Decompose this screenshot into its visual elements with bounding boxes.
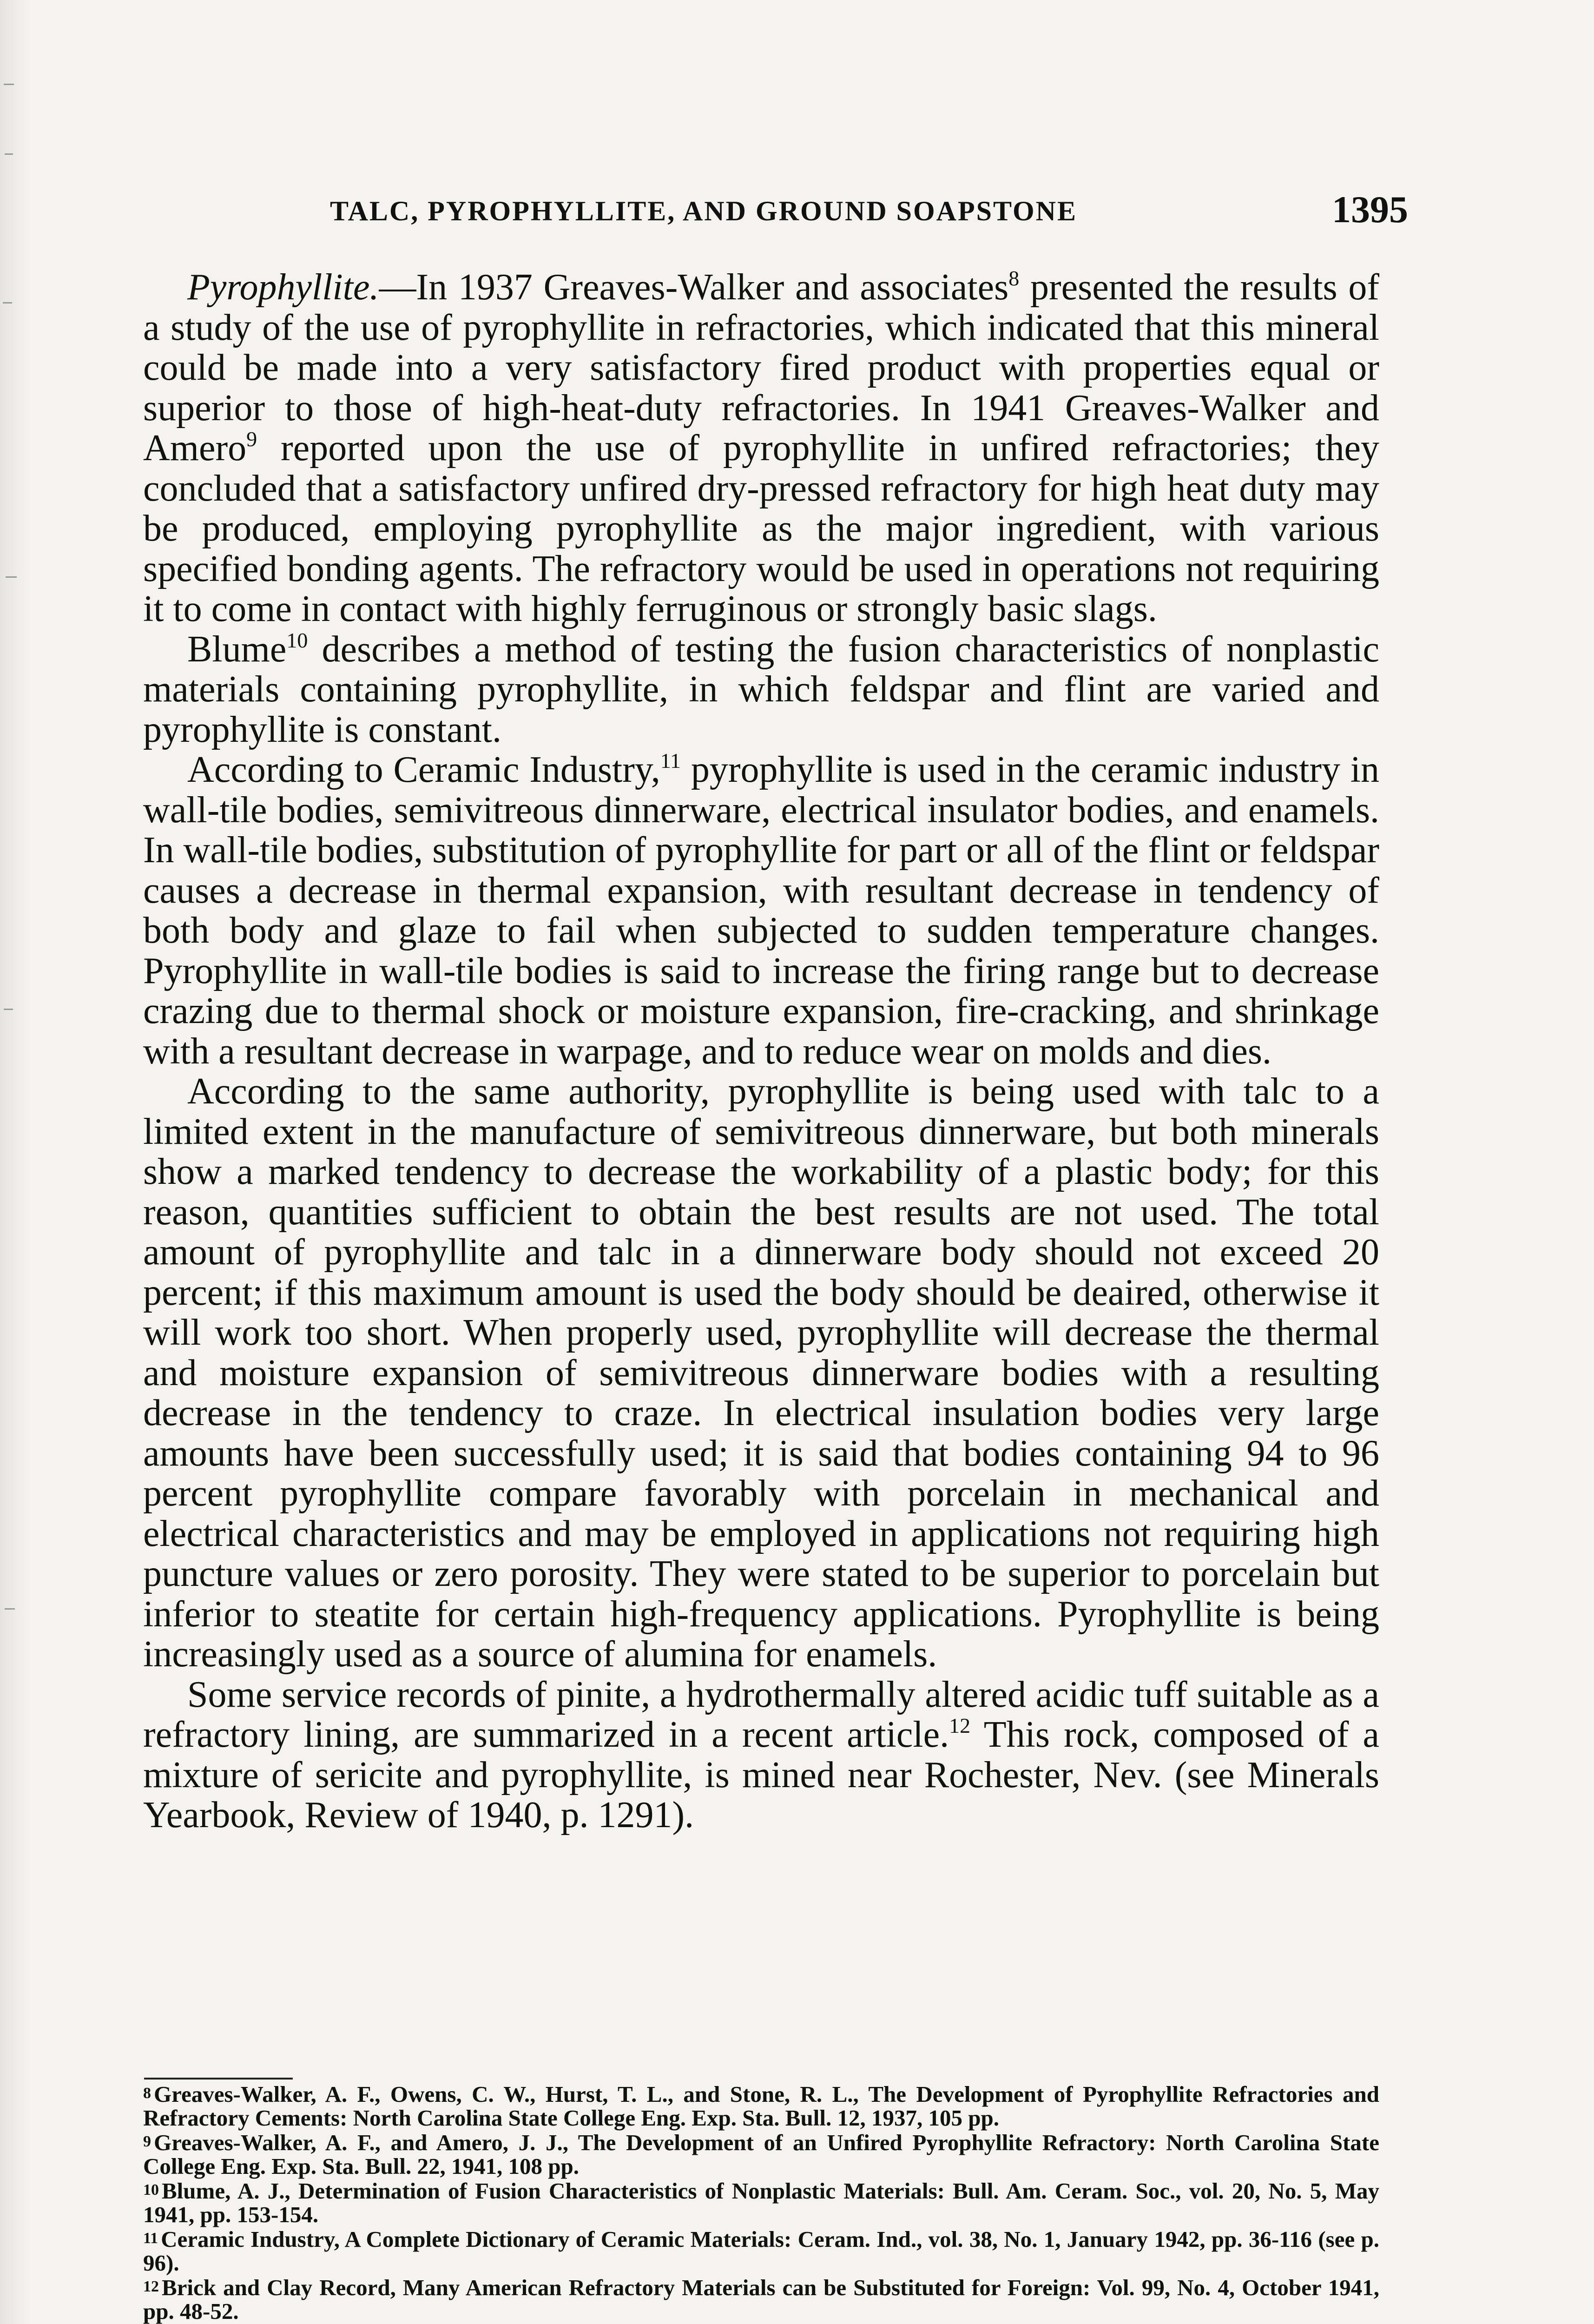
text-segment: This rock, composed of a mixture of sericite and pyrophyllite, is mined near Rochester, Nev. (see Minerals Yearbook, Review of 1940, p. 1291). xyxy=(143,1714,1380,1835)
footnote xyxy=(143,2081,1379,2130)
footnote xyxy=(143,2226,1379,2275)
page-header xyxy=(186,188,1408,232)
footnotes xyxy=(143,2081,1379,2323)
scan-mark xyxy=(6,576,17,578)
footnote-reference[interactable]: 10 xyxy=(286,628,308,652)
running-title: TALC, PYROPHYLLITE, AND GROUND SOAPSTONE xyxy=(330,196,1077,226)
binding-edge-shadow xyxy=(0,0,28,2324)
footnote-mark: 8 xyxy=(143,2085,151,2102)
text-segment: Blume xyxy=(187,628,287,670)
footnote xyxy=(143,2178,1379,2226)
paragraph-ceramic-industry xyxy=(143,750,1379,1071)
paragraph-pinite xyxy=(143,1675,1379,1835)
footnote-reference[interactable]: 8 xyxy=(1008,266,1020,290)
paragraph-same-authority xyxy=(143,1071,1379,1675)
text-segment: According to Ceramic Industry, xyxy=(187,749,660,790)
text-segment: According to the same authority, pyrophyllite is being used with talc to a limited extent in the manufacture of semivitreous dinnerware, but both minerals show a marked tendency to decrease the workability of a plastic body; for this reason, quantities sufficient to obtain the best results are not used. The total amount of pyrophyllite and talc in a dinnerware body should not exceed 20 percent; if this maximum amount is used the body should be deaired, otherwise it will work too short. When properly used, pyrophyllite will decrease the thermal and moisture expansion of semivitreous dinnerware bodies with a resulting decrease in the tendency to craze. In electrical insulation bodies very large amounts have been successfully used; it is said that bodies containing 94 to 96 percent pyrophyllite compare favorably with porcelain in mechanical and electrical characteristics and may be employed in applications not requiring high puncture values or zero porosity. They were stated to be superior to porcelain but inferior to steatite for certain high-frequency applications. Pyrophyllite is being increasingly used as a source of alumina for enamels. xyxy=(143,1071,1379,1675)
text-segment: pyrophyllite is used in the ceramic industry in wall-tile bodies, semivitreous dinnerware, electrical insulator bodies, and enamels. In wall-tile bodies, substitution of pyrophyllite for part or all of the flint or feldspar causes a decrease in thermal expansion, with resultant decrease in tendency of both body and glaze to fail when subjected to sudden temperature changes. Pyrophyllite in wall-tile bodies is said to increase the firing range but to decrease crazing due to thermal shock or moisture expansion, fire-cracking, and shrinkage with a resultant decrease in warpage, and to reduce wear on molds and dies. xyxy=(143,749,1380,1072)
scan-mark xyxy=(5,153,13,155)
text-segment: reported upon the use of pyrophyllite in unfired refractories; they concluded that a satisfactory unfired dry-pressed refractory for high heat duty may be produced, employing pyrophyllite as the major ingredient, with various specified bonding agents. The refractory would be used in operations not requiring it to come in contact with highly ferruginous or strongly basic slags. xyxy=(143,428,1379,629)
footnote-text: Greaves-Walker, A. F., Owens, C. W., Hurst, T. L., and Stone, R. L., The Development of Pyrophyllite Refractories and Refractory Cements: North Carolina State College Eng. Exp. Sta. Bull. 12, 1937, 105 pp. xyxy=(143,2081,1379,2131)
footnote-text: Ceramic Industry, A Complete Dictionary of Ceramic Materials: Ceram. Ind., vol. 38, No. 1, January 1942, pp. 36-116 (see p. 96). xyxy=(143,2226,1379,2276)
text-segment: presented the results of a study of the use of pyrophyllite in refractories, which indicated that this mineral could be made into a very satisfactory fired product with properties equal or superior to those of high-heat-duty refractories. In 1941 Greaves-Walker and Amero xyxy=(143,267,1379,469)
footnote-text: Blume, A. J., Determination of Fusion Characteristics of Nonplastic Materials: Bull. Am. Ceram. Soc., vol. 20, No. 5, May 1941, pp. 153-154. xyxy=(143,2178,1379,2227)
footnote xyxy=(143,2130,1379,2178)
footnote-mark: 11 xyxy=(143,2230,158,2247)
scan-mark xyxy=(4,1009,13,1010)
footnote-text: Greaves-Walker, A. F., and Amero, J. J., The Development of an Unfired Pyrophyllite Refractory: North Carolina State College Eng. Exp. Sta. Bull. 22, 1941, 108 pp. xyxy=(143,2130,1379,2179)
footnote-reference[interactable]: 9 xyxy=(246,427,257,451)
footnote-reference[interactable]: 11 xyxy=(660,749,681,772)
text-segment: Some service records of pinite, a hydrothermally altered acidic tuff suitable as a refractory lining, are summarized in a recent article. xyxy=(143,1674,1379,1755)
body-text xyxy=(143,267,1379,1835)
scan-mark xyxy=(3,302,12,304)
text-segment: —In 1937 Greaves-Walker and associates xyxy=(379,267,1009,308)
page-number: 1395 xyxy=(1332,188,1408,231)
footnote-mark: 9 xyxy=(143,2133,151,2150)
lead-term: Pyrophyllite. xyxy=(187,267,379,308)
scan-mark xyxy=(5,1608,15,1610)
paragraph-pyrophyllite xyxy=(143,267,1379,629)
scan-mark xyxy=(4,84,14,85)
text-segment: describes a method of testing the fusion characteristics of nonplastic materials containing pyrophyllite, in which feldspar and flint are varied and pyrophyllite is constant. xyxy=(143,628,1379,750)
footnote-text: Brick and Clay Record, Many American Refractory Materials can be Substituted for Foreign: Vol. 99, No. 4, October 1941, pp. 48-52. xyxy=(143,2275,1379,2324)
footnote-divider xyxy=(144,2078,293,2080)
footnote-reference[interactable]: 12 xyxy=(949,1714,971,1737)
footnote xyxy=(143,2275,1379,2323)
paragraph-blume xyxy=(143,629,1379,750)
footnote-mark: 12 xyxy=(143,2278,159,2295)
footnote-mark: 10 xyxy=(143,2181,159,2199)
